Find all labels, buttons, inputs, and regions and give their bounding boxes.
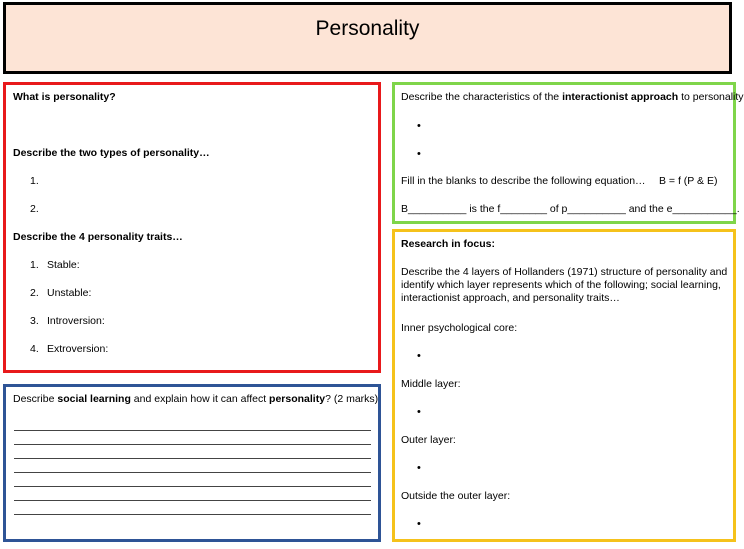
type-item-1: 1. [30, 175, 39, 187]
trait-number: 3. [30, 315, 39, 327]
answer-line [14, 500, 371, 501]
bullet-point: • [417, 406, 421, 418]
social-learning-box [3, 384, 381, 542]
fill-in-instruction: Fill in the blanks to describe the following equation… [401, 175, 646, 187]
bullet-point: • [417, 148, 421, 160]
trait-label: Stable: [47, 259, 80, 271]
bullet-point: • [417, 518, 421, 530]
what-is-personality-box [3, 82, 381, 373]
research-heading: Research in focus: [401, 238, 495, 250]
answer-line [14, 458, 371, 459]
interactionist-approach-box [392, 82, 744, 224]
trait-number: 4. [30, 343, 39, 355]
layer-label: Middle layer: [401, 378, 461, 390]
answer-line [14, 444, 371, 445]
research-intro: Describe the 4 layers of Hollanders (1971) structure of personality and identify which layer represents which of the following; social learning, interactionist approach, and personality traits… [401, 266, 728, 304]
fill-in-blanks: B__________ is the f________ of p__________ and the e___________. [401, 203, 740, 215]
answer-line [14, 486, 371, 487]
question-bold-term: interactionist approach [562, 91, 679, 103]
answer-line [14, 514, 371, 515]
page-title: Personality [315, 17, 420, 40]
layer-label: Inner psychological core: [401, 322, 518, 334]
question-text: to personality [678, 91, 744, 103]
interactionist-question [401, 91, 744, 104]
bullet-point: • [417, 120, 421, 132]
research-in-focus-box [392, 229, 736, 542]
question-bold-term: social learning [57, 393, 131, 405]
question-text: Describe [13, 393, 58, 405]
trait-number: 2. [30, 287, 39, 299]
question-four-traits: Describe the 4 personality traits… [13, 231, 183, 243]
trait-label: Extroversion: [47, 343, 109, 355]
trait-number: 1. [30, 259, 39, 271]
trait-label: Unstable: [47, 287, 92, 299]
title-banner [3, 2, 732, 74]
social-learning-question [13, 393, 378, 406]
type-item-2: 2. [30, 203, 39, 215]
question-bold-term: personality [269, 393, 326, 405]
question-text: Describe the characteristics of the [401, 91, 563, 103]
question-what-is-personality: What is personality? [13, 91, 116, 103]
trait-label: Introversion: [47, 315, 105, 327]
bullet-point: • [417, 462, 421, 474]
equation: B = f (P & E) [659, 175, 718, 187]
answer-line [14, 472, 371, 473]
question-two-types: Describe the two types of personality… [13, 147, 210, 159]
question-text: and explain how it can affect [130, 393, 270, 405]
layer-label: Outer layer: [401, 434, 456, 446]
layer-label: Outside the outer layer: [401, 490, 511, 502]
bullet-point: • [417, 350, 421, 362]
answer-line [14, 430, 371, 431]
question-text: ? (2 marks) [325, 393, 379, 405]
